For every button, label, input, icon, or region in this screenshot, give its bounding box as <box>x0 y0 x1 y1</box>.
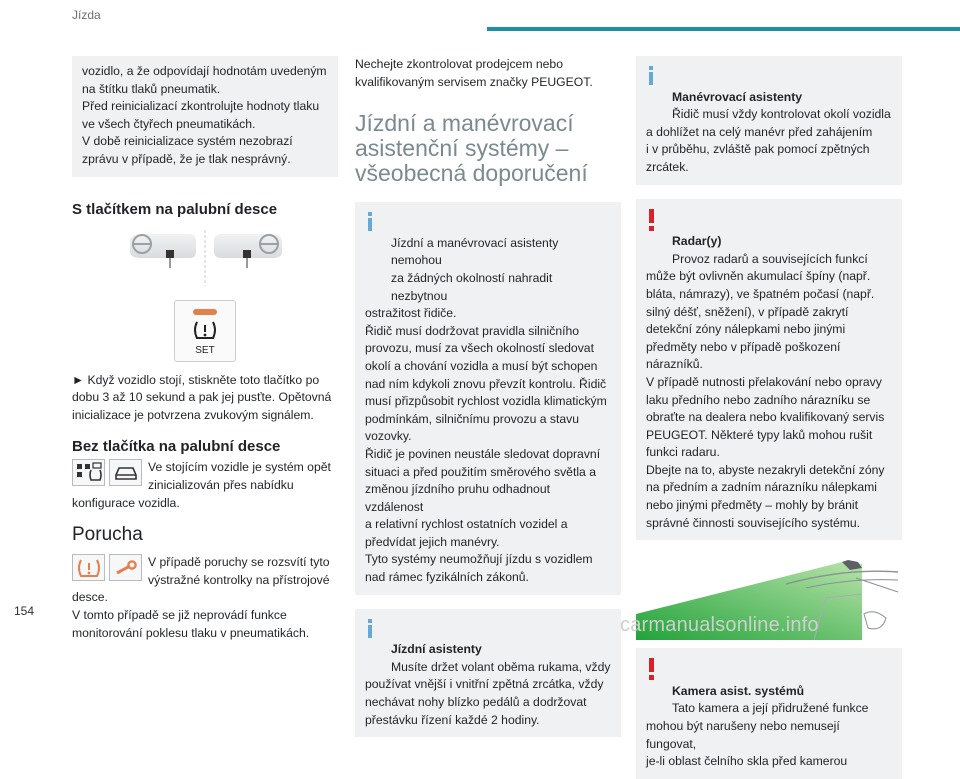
note-line: i v průběhu, zvláště pak pomocí zpětných <box>646 142 870 157</box>
note-title: Manévrovací asistenty <box>672 89 803 104</box>
note-line: Jízdní a manévrovací asistenty nemohou <box>391 235 559 268</box>
note-line: okolí a chování vozidla a musí být schopen <box>365 358 598 373</box>
note-line: zrcátek. <box>646 159 689 174</box>
heading-fault: Porucha <box>72 524 143 546</box>
dashboard-illustration <box>72 230 338 286</box>
menu-icon-box <box>72 459 105 486</box>
settings-grid-icon <box>76 462 102 484</box>
note-line: Dbejte na to, abyste nezakryli detekční zóny <box>646 462 885 477</box>
no-button-paragraph <box>72 459 338 512</box>
tyre-warning-box <box>72 554 105 581</box>
note-line: nebo jinými předměty – mohly by bránit <box>646 498 859 513</box>
note-line: V době reinicializace systém nezobrazí <box>82 134 293 149</box>
note-line: zprávu v případě, že je tlak nesprávný. <box>82 151 291 166</box>
intro-paragraph <box>355 56 621 91</box>
note-line: používat vnější i vnitřní zpětná zrcátka, vždy <box>365 677 604 692</box>
note-line: změnou jízdního pruhu odhadnout vzdálenost <box>365 482 550 514</box>
heading-without-button: Bez tlačítka na palubní desce <box>72 438 281 456</box>
set-label: SET <box>195 344 215 356</box>
running-title: Jízda <box>72 8 101 22</box>
note-line: Musíte držet volant oběma rukama, vždy <box>391 659 611 674</box>
fault-line: V tomto případě se již neprovádí funkce <box>72 607 287 622</box>
info-icon <box>363 212 377 232</box>
column-2 <box>355 50 621 737</box>
note-line: obraťte na dealera nebo kvalifikovaný servis <box>646 410 885 425</box>
note-body <box>636 82 902 185</box>
spacer <box>355 595 621 609</box>
set-button[interactable] <box>174 300 236 362</box>
note-line: Řidič musí vždy kontrolovat okolí vozidla <box>672 107 891 122</box>
note-line: je-li oblast čelního skla před kamerou <box>646 754 848 769</box>
instruction-line: ► Když vozidlo stojí, stiskněte toto tlačítko po <box>72 372 320 387</box>
note-line: funkci radaru. <box>646 445 720 460</box>
dashboard-steering-icon <box>72 230 338 286</box>
note-title: Kamera asist. systémů <box>672 683 805 698</box>
info-icon <box>644 66 658 86</box>
note-line: detekční zóny nálepkami nebo jinými <box>646 322 846 337</box>
note-line: na předním a zadním nárazníku nálepkami <box>646 480 878 495</box>
note-line: vozidlo, a že odpovídají hodnotám uvedeným <box>82 64 327 78</box>
radar-warning-note <box>636 199 902 541</box>
service-wrench-icon <box>114 560 138 576</box>
driving-assist-note <box>355 202 621 594</box>
note-title: Radar(y) <box>672 234 722 249</box>
intro-line: kvalifikovaným servisem značky PEUGEOT. <box>355 74 593 89</box>
note-line: nárazníků. <box>646 357 703 372</box>
note-line: může být ovlivněn akumulací špíny (např. <box>646 269 871 284</box>
indicator-light <box>193 309 217 315</box>
driving-assistants-note <box>355 609 621 738</box>
manoeuvring-assist-note <box>636 56 902 185</box>
note-line: ostražitost řidiče. <box>365 306 457 321</box>
note-body <box>72 56 338 177</box>
note-line: PEUGEOT. Některé typy laků mohou rušit <box>646 427 873 442</box>
section-title-line: asistenční systémy – <box>355 135 569 162</box>
note-line: bláta, námrazy), ve špatném počasí (např. <box>646 286 875 301</box>
note-line: Tato kamera a její přidružené funkce <box>672 701 869 716</box>
note-line: provozu, musí za všech okolností sledovat <box>365 341 594 356</box>
note-line: Tyto systémy neumožňují jízdu s vozidlem <box>365 552 593 567</box>
fault-icons <box>72 554 142 581</box>
note-line: vozovky. <box>365 429 412 444</box>
note-body <box>636 226 902 540</box>
tyre-reset-note <box>72 56 338 177</box>
fault-line: výstražné kontrolky na přístrojové <box>148 572 330 587</box>
section-title <box>355 111 621 186</box>
camera-warning-note <box>636 648 902 779</box>
fault-line: V případě poruchy se rozsvítí tyto <box>148 555 330 570</box>
no-button-line: zinicializován přes nabídku <box>148 477 294 492</box>
note-line: situaci a před použitím směrového světla a <box>365 464 596 479</box>
instruction-line: dobu 3 až 10 sekund a pak jej pusťte. Opětovná <box>72 390 332 405</box>
note-line: ve všech čtyřech pneumatikách. <box>82 116 256 131</box>
note-line: a dohlížet na celý manévr před zahájením <box>646 124 873 139</box>
note-line: na štítku tlaků pneumatik. <box>82 81 221 96</box>
service-warning-box <box>109 554 142 581</box>
warning-icon <box>644 209 658 231</box>
note-body <box>636 676 902 779</box>
note-line: za žádných okolností nahradit nezbytnou <box>391 270 553 303</box>
car-icon <box>113 464 139 482</box>
button-instruction <box>72 372 338 425</box>
warning-icon <box>644 658 658 680</box>
note-line: nechávat nohy blízko pedálů a dodržovat <box>365 695 587 710</box>
note-line: mohou být narušeny nebo nemusejí fungovat, <box>646 719 840 751</box>
tyre-pressure-icon <box>193 320 217 340</box>
note-line: V případě nutnosti přelakování nebo opravy <box>646 374 882 389</box>
note-line: podmínkám, silničnímu provozu a stavu <box>365 411 580 426</box>
note-line: Řidič musí dodržovat pravidla silničního <box>365 323 580 338</box>
note-line: Provoz radarů a souvisejících funkcí <box>672 251 868 266</box>
note-line: správné činnosti souvisejícího systému. <box>646 515 861 530</box>
fault-paragraph <box>72 554 338 642</box>
fault-line: desce. <box>72 590 108 605</box>
tyre-pressure-warning-icon <box>77 558 101 578</box>
spacer <box>636 185 902 199</box>
watermark: carmanualsonline.info <box>620 614 819 636</box>
note-line: předměty nebo v případě poškození <box>646 339 841 354</box>
no-button-line: konfigurace vozidla. <box>72 495 180 510</box>
note-line: předvídat jejich manévry. <box>365 534 500 549</box>
note-line: silný déšť, sněžení), v případě zakrytí <box>646 304 849 319</box>
note-line: laku předního nebo zadního nárazníku se <box>646 392 871 407</box>
note-line: Před reinicializací zkontrolujte hodnoty tlaku <box>82 99 320 114</box>
note-line: přestávku řízení každé 2 hodiny. <box>365 712 540 727</box>
no-button-line: Ve stojícím vozidle je systém opět <box>148 460 331 475</box>
column-3 <box>636 50 902 779</box>
info-icon <box>363 619 377 639</box>
note-title: Jízdní asistenty <box>391 642 482 657</box>
no-button-icons <box>72 459 142 486</box>
intro-line: Nechejte zkontrolovat prodejcem nebo <box>355 57 563 71</box>
note-line: Řidič je povinen neustále sledovat dopravní <box>365 446 601 461</box>
heading-with-button: S tlačítkem na palubní desce <box>72 200 278 218</box>
note-line: nad rámec fyzikálních zákonů. <box>365 570 529 585</box>
column-1 <box>72 50 338 642</box>
section-title-line: všeobecná doporučení <box>355 160 588 187</box>
spacer <box>636 640 902 648</box>
car-icon-box <box>109 459 142 486</box>
section-title-line: Jízdní a manévrovací <box>355 110 574 137</box>
header-accent-bar <box>487 27 960 31</box>
note-body <box>355 634 621 737</box>
fault-line: monitorování poklesu tlaku v pneumatikách. <box>72 625 310 640</box>
page-number: 154 <box>14 604 35 618</box>
note-line: musí přizpůsobit rychlost vozidla klimatickým <box>365 394 607 409</box>
note-body <box>355 228 621 595</box>
note-line: nad ním kdykoli znovu převzít kontrolu. Řidič <box>365 376 607 391</box>
instruction-line: inicializace je potvrzena zvukovým signálem. <box>72 407 314 422</box>
note-line: a relativní rychlost ostatních vozidel a <box>365 517 568 532</box>
